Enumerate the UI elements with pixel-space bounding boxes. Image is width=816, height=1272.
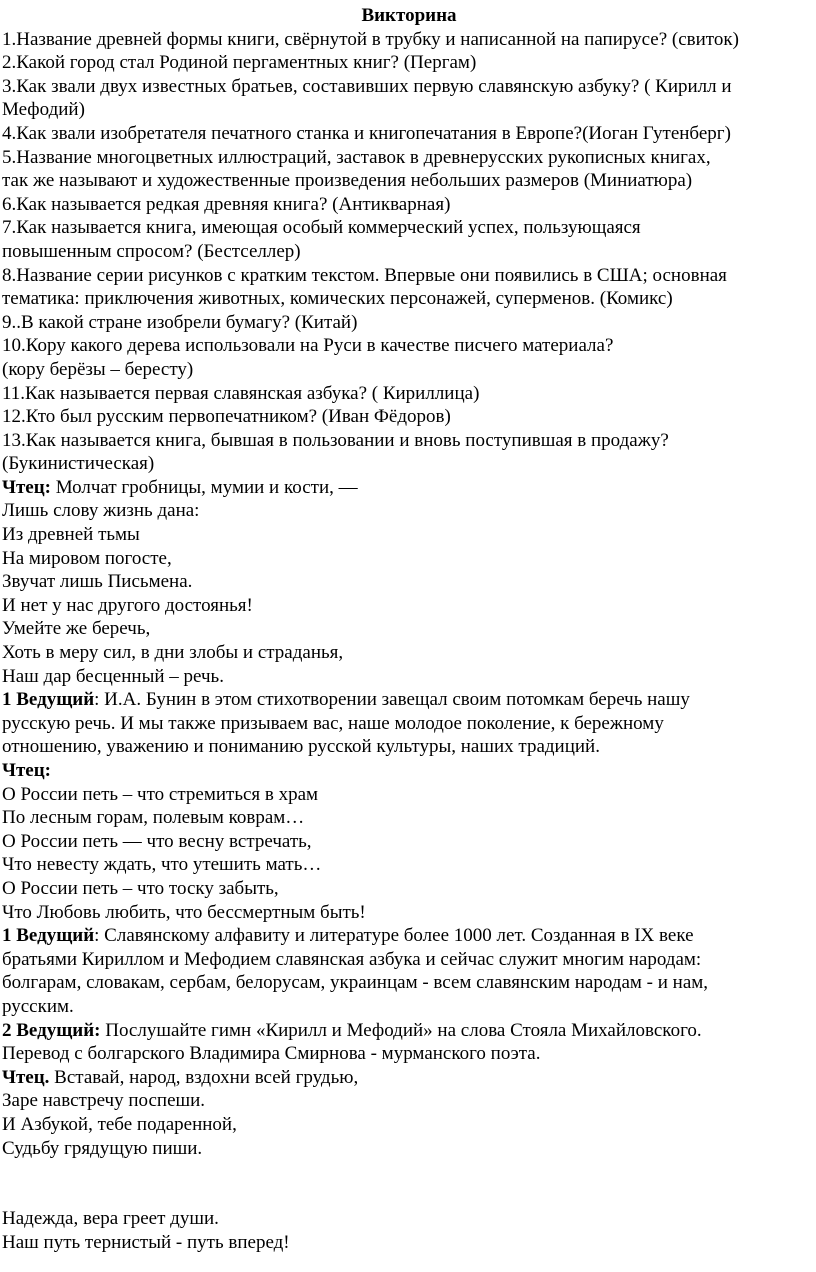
quiz-line: (кору берёзы – бересту)	[2, 358, 194, 380]
verse-line: По лесным горам, полевым коврам…	[2, 807, 305, 829]
paragraph-line: болгарам, словакам, сербам, белорусам, украинцам - всем славянским народам - и нам,	[2, 972, 709, 994]
quiz-line: 10.Кору какого дерева использовали на Руси в качестве писчего материала?	[2, 335, 614, 357]
quiz-line: (Букинистическая)	[2, 453, 155, 475]
quiz-line: 13.Как называется книга, бывшая в пользовании и вновь поступившая в продажу?	[2, 429, 669, 451]
paragraph-line: русскую речь. И мы также призываем вас, наше молодое поколение, к бережному	[2, 712, 664, 734]
quiz-list	[2, 28, 816, 476]
speaker-label: 2 Ведущий:	[2, 1019, 101, 1041]
speaker-label: 1 Ведущий	[2, 925, 95, 947]
quiz-line: Мефодий)	[2, 99, 85, 121]
verse-line: Судьбу грядущую пиши.	[2, 1137, 203, 1159]
verse-line: Звучат лишь Письмена.	[2, 571, 193, 593]
verse-line: Наш путь тернистый - путь вперед!	[2, 1231, 290, 1253]
verse-tail	[2, 1207, 816, 1254]
reader-verse-3	[2, 1066, 816, 1160]
quiz-line: 1.Название древней формы книги, свёрнутой в трубку и написанной на папирусе? (свиток)	[2, 28, 739, 50]
paragraph-line: братьями Кириллом и Мефодием славянская азбука и сейчас служит многим народам:	[2, 948, 702, 970]
paragraph-line: Послушайте гимн «Кирилл и Мефодий» на слова Стояла Михайловского.	[100, 1019, 702, 1041]
verse-line: Лишь слову жизнь дана:	[2, 500, 200, 522]
quiz-line: 2.Какой город стал Родиной пергаментных книг? (Пергам)	[2, 52, 477, 74]
verse-line: О России петь — что весну встречать,	[2, 830, 312, 852]
quiz-line: 4.Как звали изобретателя печатного станка и книгопечатания в Европе?(Иоган Гутенберг)	[2, 122, 731, 144]
paragraph-line: : Славянскому алфавиту и литературе более 1000 лет. Созданная в IX веке	[94, 925, 694, 947]
verse-line: Что невесту ждать, что утешить мать…	[2, 854, 322, 876]
verse-line: Молчат гробницы, мумии и кости, —	[50, 476, 358, 498]
quiz-line: тематика: приключения животных, комических персонажей, суперменов. (Комикс)	[2, 288, 673, 310]
paragraph-line: отношению, уважению и пониманию русской культуры, наших традиций.	[2, 736, 600, 758]
verse-line: И Азбукой, тебе подаренной,	[2, 1113, 237, 1135]
verse-line: Из древней тьмы	[2, 524, 140, 546]
quiz-line: так же называют и художественные произведения небольших размеров (Миниатюра)	[2, 170, 693, 192]
quiz-line: 11.Как называется первая славянская азбука? ( Кириллица)	[2, 382, 480, 404]
verse-line: Хоть в меру сил, в дни злобы и страданья,	[2, 642, 344, 664]
host-2-paragraph	[2, 1019, 816, 1066]
reader-verse-2	[2, 759, 816, 924]
quiz-line: 8.Название серии рисунков с кратким текстом. Впервые они появились в США; основная	[2, 264, 727, 286]
speaker-label: Чтец.	[2, 1066, 50, 1088]
speaker-label: Чтец:	[2, 760, 51, 781]
speaker-label: 1 Ведущий	[2, 689, 95, 711]
quiz-line: 9..В какой стране изобрели бумагу? (Китай)	[2, 311, 358, 333]
verse-line: О России петь – что тоску забыть,	[2, 877, 279, 899]
paragraph-line: русским.	[2, 995, 74, 1017]
verse-line: Наш дар бесценный – речь.	[2, 665, 224, 687]
quiz-line: 3.Как звали двух известных братьев, составивших первую славянскую азбуку? ( Кирилл и	[2, 75, 732, 97]
paragraph-line: Перевод с болгарского Владимира Смирнова - мурманского поэта.	[2, 1043, 541, 1065]
host-1-paragraph-a	[2, 688, 816, 759]
host-1-paragraph-b	[2, 924, 816, 1018]
quiz-line: 12.Кто был русским первопечатником? (Иван Фёдоров)	[2, 406, 451, 428]
verse-line: О России петь – что стремиться в храм	[2, 783, 319, 805]
quiz-line: повышенным спросом? (Бестселлер)	[2, 240, 301, 262]
verse-line: На мировом погосте,	[2, 547, 172, 569]
verse-line: Заре навстречу поспеши.	[2, 1090, 206, 1112]
reader-verse-1	[2, 476, 816, 688]
verse-line: Вставай, народ, вздохни всей грудью,	[49, 1066, 359, 1088]
verse-line: Надежда, вера греет души.	[2, 1208, 219, 1230]
verse-line: Умейте же беречь,	[2, 618, 151, 640]
quiz-line: 7.Как называется книга, имеющая особый коммерческий успех, пользующаяся	[2, 217, 641, 239]
page-title: Викторина	[361, 5, 457, 26]
speaker-label: Чтец:	[2, 476, 51, 498]
paragraph-line: : И.А. Бунин в этом стихотворении завещал своим потомкам беречь нашу	[94, 689, 690, 711]
verse-line: Что Любовь любить, что бессмертным быть!	[2, 901, 366, 923]
quiz-line: 5.Название многоцветных иллюстраций, заставок в древнерусских рукописных книгах,	[2, 146, 711, 168]
verse-line: И нет у нас другого достоянья!	[2, 594, 253, 616]
quiz-line: 6.Как называется редкая древняя книга? (Антикварная)	[2, 193, 451, 215]
blank-space	[2, 1160, 816, 1207]
